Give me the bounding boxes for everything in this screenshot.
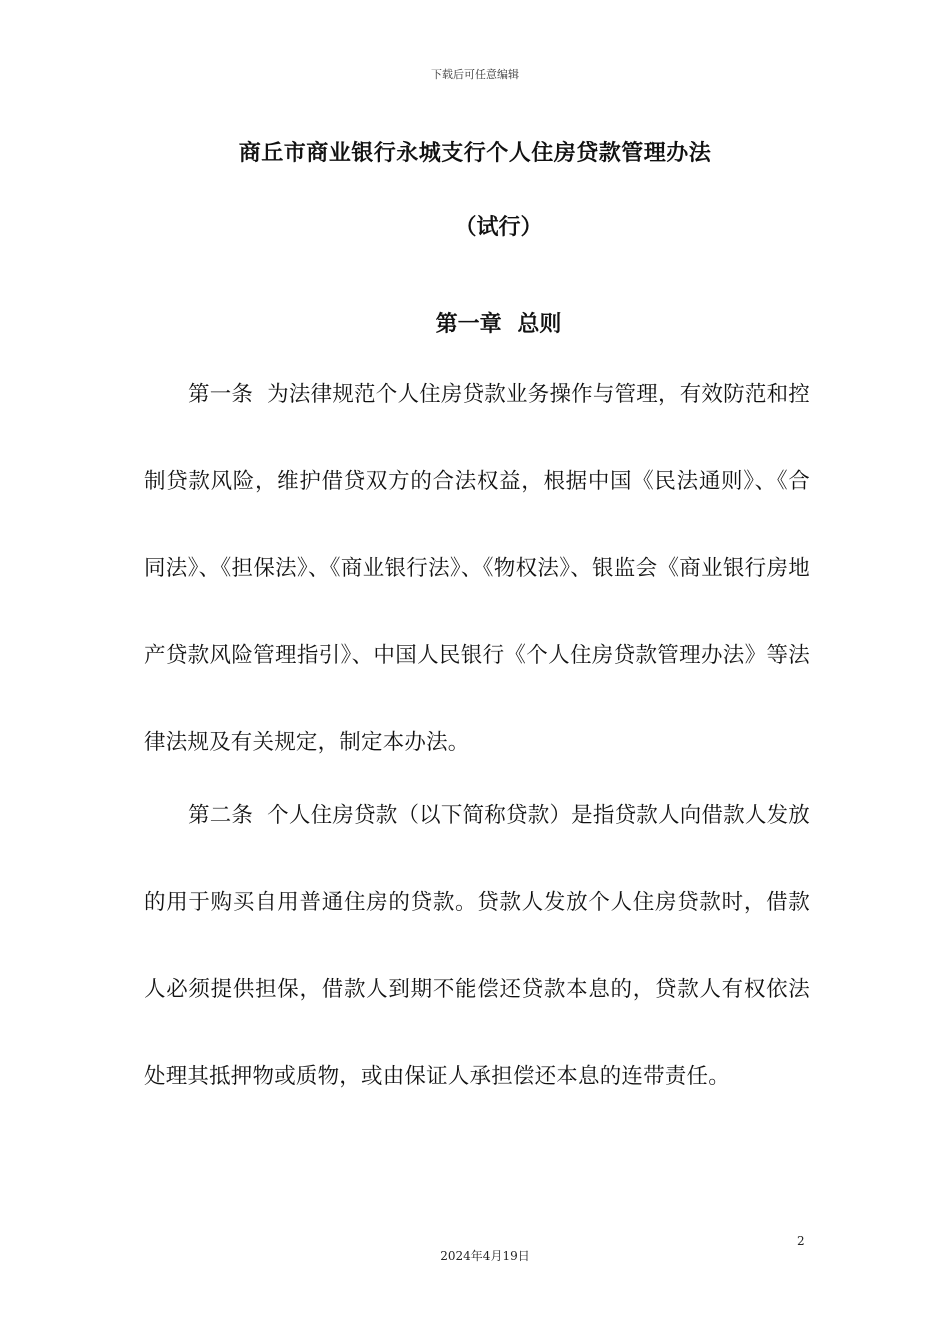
document-title: 商丘市商业银行永城支行个人住房贷款管理办法 — [238, 141, 712, 166]
article-paragraph — [144, 772, 810, 1120]
footer-date: 2024年4月19日 — [440, 1249, 530, 1263]
header-note: 下载后可任意编辑 — [431, 68, 519, 81]
article-text: 为法律规范个人住房贷款业务操作与管理，有效防范和控制贷款风险，维护借贷双方的合法权益，根据中国《民法通则》、《合同法》、《担保法》、《商业银行法》、《物权法》、银监会《商业银行房地产贷款风险管理指引》、中国人民银行《个人住房贷款管理办法》等法律法规及有关规定，制定本办法。 — [144, 382, 810, 755]
document-subtitle: （试行） — [454, 215, 543, 240]
article-text: 个人住房贷款（以下简称贷款）是指贷款人向借款人发放的用于购买自用普通住房的贷款。贷款人发放个人住房贷款时，借款人必须提供担保，借款人到期不能偿还贷款本息的，贷款人有权依法处理其抵押物或质物，或由保证人承担偿还本息的连带责任。 — [144, 803, 810, 1089]
page-number: 2 — [797, 1234, 805, 1248]
article-paragraph — [144, 351, 810, 786]
article-label: 第一条 — [188, 382, 254, 407]
article-label: 第二条 — [188, 803, 254, 828]
chapter-heading: 第一章 总则 — [435, 312, 562, 337]
